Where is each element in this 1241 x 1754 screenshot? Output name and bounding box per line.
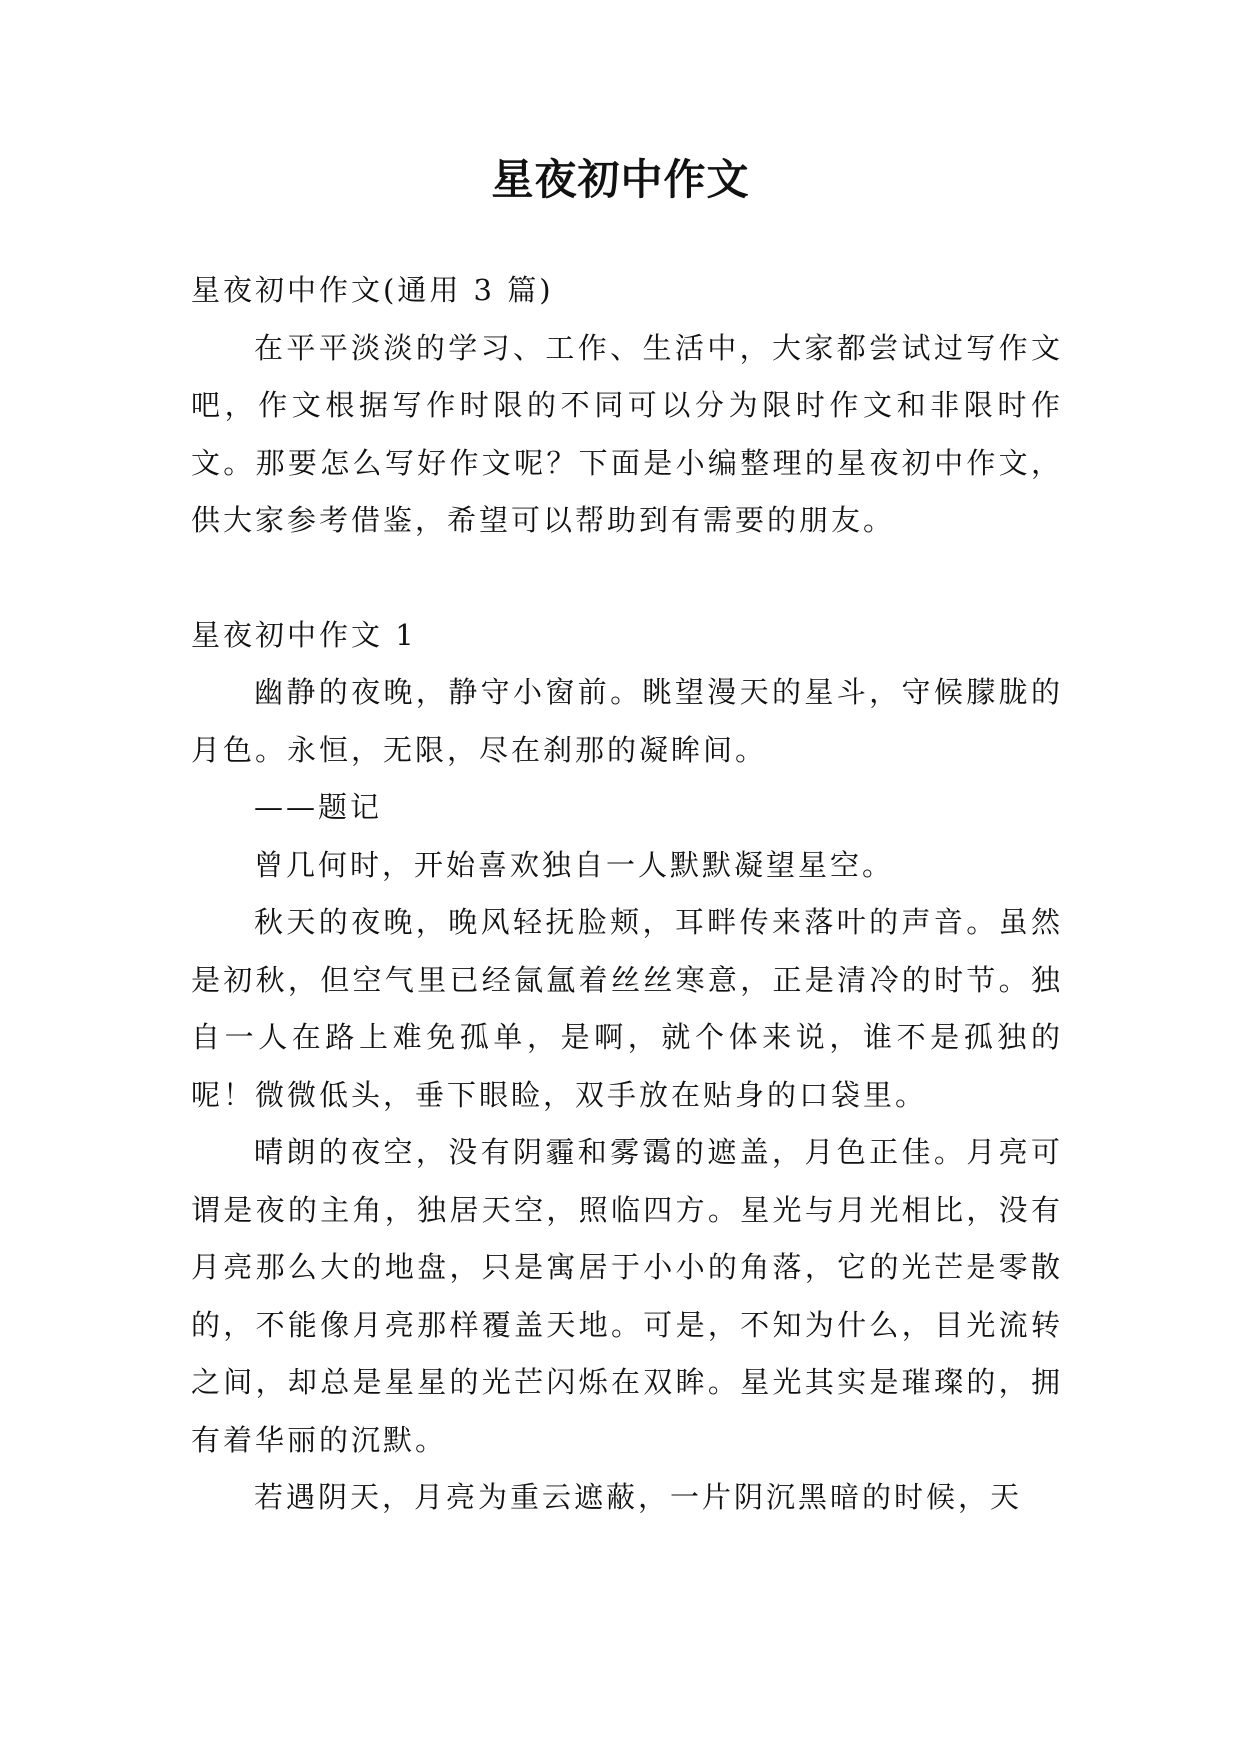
body-paragraph: 曾几何时，开始喜欢独自一人默默凝望星空。: [254, 847, 895, 882]
section-spacer: [191, 550, 1063, 607]
intro-paragraph: 在平平淡淡的学习、工作、生活中，大家都尝试过写作文吧，作文根据写作时限的不同可以分为限时作文和非限时作文。那要怎么写好作文呢？下面是小编整理的星夜初中作文，供大家参考借鉴，希望可以帮助到有需要的朋友。: [191, 330, 1063, 537]
body-paragraph: 晴朗的夜空，没有阴霾和雾霭的遮盖，月色正佳。月亮可谓是夜的主角，独居天空，照临四方。星光与月光相比，没有月亮那么大的地盘，只是寓居于小小的角落，它的光芒是零散的，不能像月亮那样覆盖天地。可是，不知为什么，目光流转之间，却总是星星的光芒闪烁在双眸。星光其实是璀璨的，拥有着华丽的沉默。: [191, 1135, 1063, 1457]
body-paragraph: 幽静的夜晚，静守小窗前。眺望漫天的星斗，守候朦胧的月色。永恒，无限，尽在刹那的凝眸间。: [191, 675, 1063, 767]
body-paragraph: 秋天的夜晚，晚风轻抚脸颊，耳畔传来落叶的声音。虽然是初秋，但空气里已经氤氲着丝丝寒意，正是清冷的时节。独自一人在路上难免孤单，是啊，就个体来说，谁不是孤独的呢！微微低头，垂下眼睑，双手放在贴身的口袋里。: [191, 905, 1063, 1112]
document-body: [191, 262, 1063, 1527]
section-heading: 星夜初中作文 1: [191, 617, 417, 652]
document-subtitle: 星夜初中作文(通用 3 篇): [191, 273, 554, 307]
body-paragraph: 若遇阴天，月亮为重云遮蔽，一片阴沉黑暗的时候，天: [254, 1480, 1023, 1514]
epigraph-attribution: ——题记: [254, 790, 383, 824]
document-title: 星夜初中作文: [491, 155, 750, 204]
